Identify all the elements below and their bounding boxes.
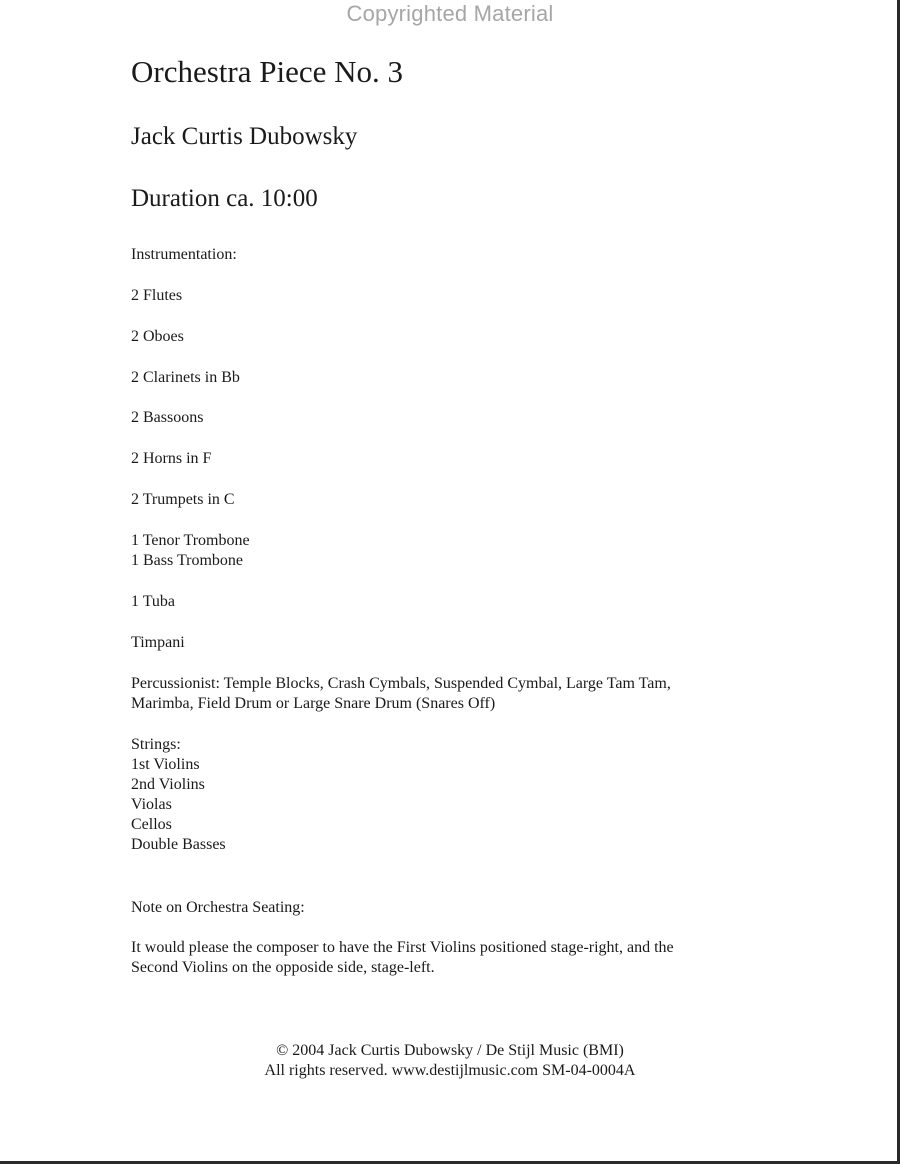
- duration-text: Duration ca. 10:00: [131, 185, 318, 212]
- instrument-tenor-trombone: 1 Tenor Trombone: [131, 532, 250, 549]
- seating-note-line-1: It would please the composer to have the First Violins positioned stage-right, and the: [131, 939, 674, 956]
- instrument-trumpets: 2 Trumpets in C: [131, 491, 235, 508]
- copyright-watermark: Copyrighted Material: [346, 1, 554, 26]
- strings-label: Strings:: [131, 736, 181, 753]
- strings-item: Double Basses: [131, 836, 226, 853]
- instrument-bassoons: 2 Bassoons: [131, 409, 204, 426]
- strings-item: Cellos: [131, 816, 172, 833]
- instrument-clarinets: 2 Clarinets in Bb: [131, 369, 240, 386]
- percussion-line-1: Percussionist: Temple Blocks, Crash Cymbals, Suspended Cymbal, Large Tam Tam,: [131, 675, 671, 692]
- percussion-line-2: Marimba, Field Drum or Large Snare Drum (Snares Off): [131, 695, 496, 712]
- footer-rights: All rights reserved. www.destijlmusic.com SM-04-0004A: [264, 1062, 636, 1079]
- seating-note-line-2: Second Violins on the opposide side, stage-left.: [131, 959, 435, 976]
- page-title: Orchestra Piece No. 3: [131, 54, 404, 89]
- footer-copyright: © 2004 Jack Curtis Dubowsky / De Stijl Music (BMI): [276, 1042, 624, 1059]
- seating-note-heading: Note on Orchestra Seating:: [131, 899, 305, 916]
- instrument-flutes: 2 Flutes: [131, 287, 183, 304]
- instrument-tuba: 1 Tuba: [131, 593, 176, 610]
- instrument-oboes: 2 Oboes: [131, 328, 184, 345]
- strings-item: Violas: [131, 796, 172, 813]
- strings-item: 2nd Violins: [131, 776, 205, 793]
- strings-item: 1st Violins: [131, 756, 200, 773]
- instrument-timpani: Timpani: [131, 634, 185, 651]
- instrument-bass-trombone: 1 Bass Trombone: [131, 552, 244, 569]
- instrument-horns: 2 Horns in F: [131, 450, 212, 467]
- composer-name: Jack Curtis Dubowsky: [131, 123, 358, 150]
- instrumentation-label: Instrumentation:: [131, 246, 237, 263]
